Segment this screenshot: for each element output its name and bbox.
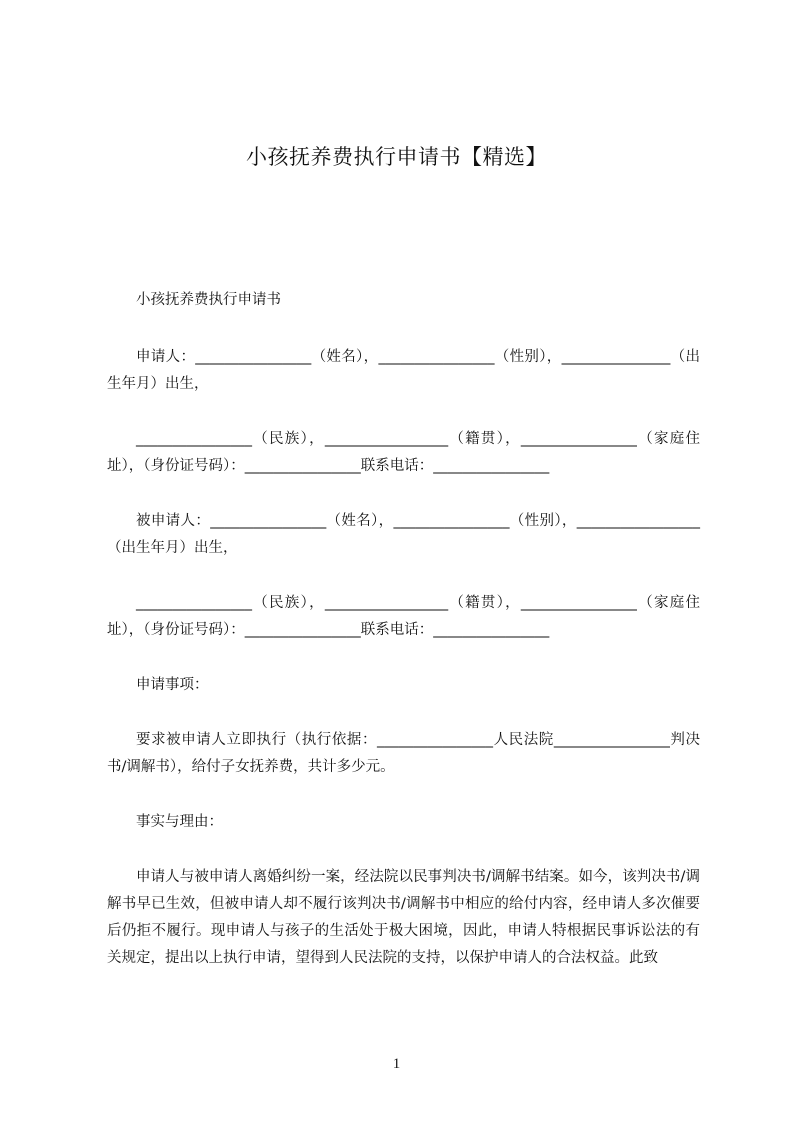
claims-paragraph: 要求被申请人立即执行（执行依据：________________人民法院________________判决书/调解书），给付子女抚养费，共计多少元。 — [107, 732, 700, 775]
document-body — [107, 287, 700, 1000]
facts-reasons-paragraph: 申请人与被申请人离婚纠纷一案，经法院以民事判决书/调解书结案。如今，该判决书/调解书早已生效，但被申请人却不履行该判决书/调解书中相应的给付内容，经申请人多次催要后仍拒不履行。现申请人与孩子的生活处于极大困境，因此，申请人特根据民事诉讼法的有关规定，提出以上执行申请，望得到人民法院的支持，以保护申请人的合法权益。此致 — [107, 869, 700, 966]
respondent-paragraph: 被申请人：________________（姓名），________________（性别），_________________（出生年月）出生， — [107, 513, 700, 556]
claims-heading: 申请事项： — [136, 677, 209, 693]
applicant-paragraph: 申请人：________________（姓名），________________（性别），_______________（出生年月）出生， — [107, 349, 700, 392]
page-number: 1 — [392, 1056, 401, 1072]
document-subtitle: 小孩抚养费执行申请书 — [136, 292, 281, 308]
applicant-details-paragraph: ________________（民族），_________________（籍贯），________________（家庭住址），（身份证号码）：________________联系电话：________________ — [107, 431, 700, 474]
respondent-details-paragraph: ________________（民族），_________________（籍贯），________________（家庭住址），（身份证号码）：________________联系电话：________________ — [107, 595, 700, 638]
facts-reasons-heading: 事实与理由： — [136, 814, 223, 830]
document-title: 小孩抚养费执行申请书【精选】 — [246, 145, 547, 169]
